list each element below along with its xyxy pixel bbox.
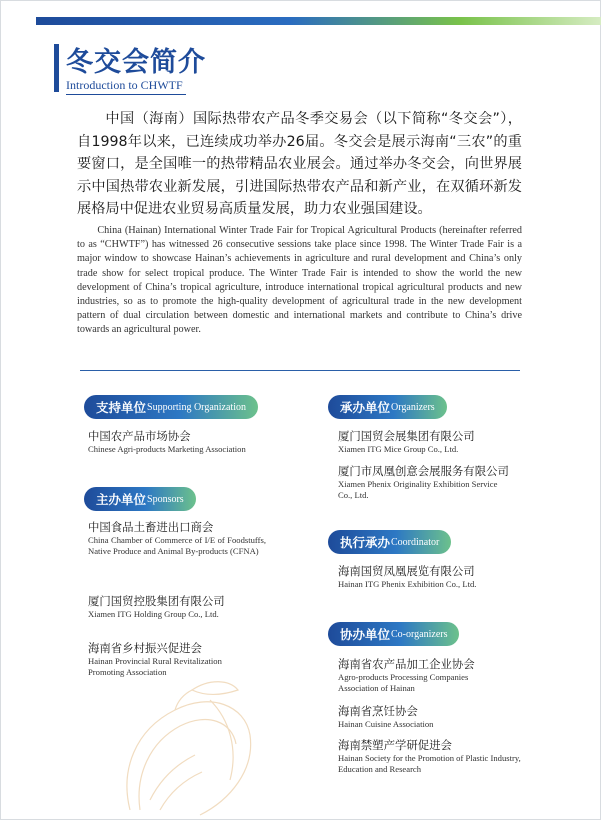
section-divider [80,370,520,371]
section-label-en: Co-organizers [391,628,448,640]
org-entry [338,737,523,775]
section-label-en: Coordinator [391,536,440,548]
co-organizers-header [328,622,459,646]
section-label-cn: 承办单位 [340,400,391,415]
org-name-cn: 厦门国贸会展集团有限公司 [338,429,475,443]
org-entry [338,563,538,590]
page-title: 冬交会简介 [66,47,206,78]
org-name-cn: 厦门国贸控股集团有限公司 [88,594,225,608]
page-subtitle: Introduction to CHWTF [66,78,183,92]
org-name-en: Agro-products Processing Companies Association of Hainan [338,672,469,693]
org-name-cn: 中国食品土畜进出口商会 [88,520,214,534]
section-label-cn: 支持单位 [96,400,147,415]
section-label-en: Supporting Organization [147,401,246,413]
org-name-en: Chinese Agri-products Marketing Association [88,444,246,454]
sponsors-header [84,487,196,511]
intro-english-paragraph: China (Hainan) International Winter Trade Fair for Tropical Agricultural Products (hereinafter referred to as “CHWTF”) has witnessed 26 consecutive sessions take place since 1998. The Winter Trade Fair is a major window to showcase Hainan’s achievements in agriculture and rural development and China’s only trade show for select tropical produce. The Winter Trade Fair is intended to show the world the new development of China’s tropical agriculture, introduce international tropical agricultural products and new industries, so as to promote the high-quality development of agricultural trade in the new development pattern of dual circulation between domestic and international markets and contribute to China’s drive towards an agricultural power. [77,225,522,336]
org-entry [338,463,538,501]
org-name-cn: 海南省农产品加工企业协会 [338,657,475,671]
org-name-cn: 海南省烹饪协会 [338,704,418,718]
supporting-organization-header [84,395,258,419]
org-name-cn: 海南国贸凤凰展览有限公司 [338,564,475,578]
title-underline [66,94,186,95]
org-name-en: Xiamen ITG Mice Group Co., Ltd. [338,444,459,454]
org-entry [338,428,538,455]
title-accent-bar [54,44,59,92]
org-name-cn: 海南禁塑产学研促进会 [338,738,452,752]
org-entry [338,656,508,694]
org-entry [88,519,266,557]
section-label-cn: 主办单位 [96,492,147,507]
org-name-cn: 海南省乡村振兴促进会 [88,641,202,655]
org-name-en: Hainan Society for the Promotion of Plastic Industry, Education and Research [338,753,521,774]
org-entry [338,703,538,730]
org-name-en: Hainan Cuisine Association [338,719,434,729]
section-label-en: Organizers [391,401,435,413]
org-name-en: Xiamen Phenix Originality Exhibition Service Co., Ltd. [338,479,498,500]
org-name-en: Hainan ITG Phenix Exhibition Co., Ltd. [338,579,477,589]
coordinator-header [328,530,451,554]
mango-watermark-icon [60,660,280,820]
section-label-cn: 协办单位 [340,627,391,642]
org-name-cn: 厦门市凤凰创意会展服务有限公司 [338,464,509,478]
top-gradient-bar [36,17,601,25]
section-label-en: Sponsors [147,493,184,505]
org-name-cn: 中国农产品市场协会 [88,429,191,443]
org-entry [88,593,288,620]
org-name-en: China Chamber of Commerce of I/E of Foodstuffs, Native Produce and Animal By-products (CFNA) [88,535,266,556]
org-entry [88,428,288,455]
org-name-en: Hainan Provincial Rural Revitalization Promoting Association [88,656,222,677]
org-name-en: Xiamen ITG Holding Group Co., Ltd. [88,609,219,619]
organizers-header [328,395,447,419]
section-label-cn: 执行承办 [340,535,391,550]
intro-chinese-paragraph: 中国（海南）国际热带农产品冬季交易会（以下简称“冬交会”），自1998年以来，已连续成功举办26届。冬交会是展示海南“三农”的重要窗口，是全国唯一的热带精品农业展会。通过举办冬交会，向世界展示中国热带农业新发展，引进国际热带农产品和新产业，在双循环新发展格局中促进农业贸易高质量发展，助力农业强国建设。 [77,111,522,217]
